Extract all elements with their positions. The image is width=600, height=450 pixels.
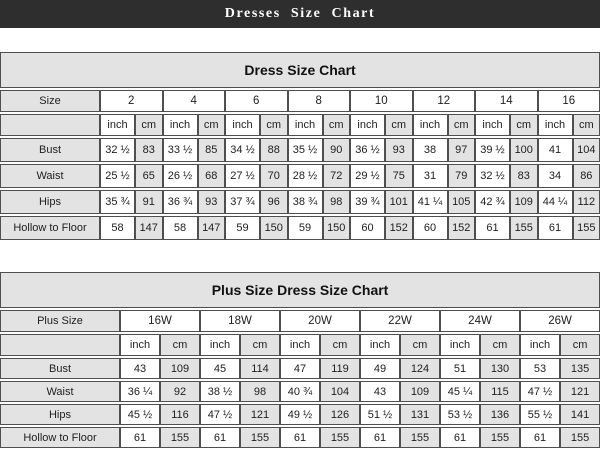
measurement-value-inch: 25 ½ bbox=[100, 164, 135, 188]
measurement-value-inch: 45 ¼ bbox=[440, 381, 480, 402]
unit-header-inch: inch bbox=[440, 334, 480, 356]
unit-header-inch: inch bbox=[120, 334, 160, 356]
measurement-value-inch: 45 bbox=[200, 358, 240, 379]
measurement-row bbox=[0, 190, 600, 214]
measurement-value-inch: 26 ½ bbox=[163, 164, 198, 188]
table-title: Plus Size Dress Size Chart bbox=[0, 272, 600, 308]
size-column-header: 2 bbox=[100, 90, 163, 112]
measurement-value-cm: 93 bbox=[198, 190, 226, 214]
measurement-value-cm: 152 bbox=[385, 216, 413, 240]
measurement-value-cm: 155 bbox=[573, 216, 600, 240]
measurement-value-cm: 116 bbox=[160, 404, 200, 425]
unit-header-cm: cm bbox=[260, 114, 288, 136]
measurement-row bbox=[0, 427, 600, 448]
unit-header-cm: cm bbox=[323, 114, 351, 136]
size-column-header: 12 bbox=[413, 90, 476, 112]
measurement-value-inch: 61 bbox=[280, 427, 320, 448]
measurement-value-inch: 49 bbox=[360, 358, 400, 379]
measurement-value-cm: 91 bbox=[135, 190, 163, 214]
unit-header-inch: inch bbox=[350, 114, 385, 136]
measurement-value-cm: 115 bbox=[480, 381, 520, 402]
measurement-row-label: Hollow to Floor bbox=[0, 216, 100, 240]
measurement-row bbox=[0, 138, 600, 162]
measurement-value-inch: 61 bbox=[538, 216, 573, 240]
unit-header-cm: cm bbox=[510, 114, 538, 136]
measurement-value-inch: 43 bbox=[360, 381, 400, 402]
measurement-row-label: Waist bbox=[0, 164, 100, 188]
measurement-value-inch: 39 ¾ bbox=[350, 190, 385, 214]
size-label-cell: Size bbox=[0, 90, 100, 112]
empty-corner-cell bbox=[0, 114, 100, 136]
measurement-value-cm: 93 bbox=[385, 138, 413, 162]
measurement-value-cm: 101 bbox=[385, 190, 413, 214]
unit-header-cm: cm bbox=[573, 114, 600, 136]
measurement-value-inch: 41 bbox=[538, 138, 573, 162]
measurement-value-inch: 47 ½ bbox=[520, 381, 560, 402]
unit-header-inch: inch bbox=[538, 114, 573, 136]
unit-header-inch: inch bbox=[163, 114, 198, 136]
measurement-value-inch: 45 ½ bbox=[120, 404, 160, 425]
measurement-value-cm: 100 bbox=[510, 138, 538, 162]
measurement-value-cm: 155 bbox=[320, 427, 360, 448]
measurement-value-inch: 29 ½ bbox=[350, 164, 385, 188]
unit-header-inch: inch bbox=[413, 114, 448, 136]
table-title: Dress Size Chart bbox=[0, 52, 600, 88]
measurement-value-inch: 34 ½ bbox=[225, 138, 260, 162]
unit-header-cm: cm bbox=[400, 334, 440, 356]
measurement-value-cm: 155 bbox=[160, 427, 200, 448]
measurement-value-cm: 150 bbox=[323, 216, 351, 240]
measurement-value-cm: 155 bbox=[480, 427, 520, 448]
unit-header-inch: inch bbox=[100, 114, 135, 136]
unit-header-cm: cm bbox=[385, 114, 413, 136]
unit-header-cm: cm bbox=[448, 114, 476, 136]
measurement-value-cm: 96 bbox=[260, 190, 288, 214]
measurement-value-inch: 60 bbox=[350, 216, 385, 240]
measurement-value-cm: 104 bbox=[320, 381, 360, 402]
measurement-value-inch: 47 bbox=[280, 358, 320, 379]
page-banner bbox=[0, 0, 600, 28]
measurement-value-inch: 55 ½ bbox=[520, 404, 560, 425]
size-column-header: 16W bbox=[120, 310, 200, 332]
measurement-value-cm: 147 bbox=[135, 216, 163, 240]
unit-header-inch: inch bbox=[520, 334, 560, 356]
unit-header-inch: inch bbox=[288, 114, 323, 136]
measurement-row bbox=[0, 404, 600, 425]
measurement-value-inch: 53 ½ bbox=[440, 404, 480, 425]
measurement-value-inch: 38 bbox=[413, 138, 448, 162]
measurement-value-cm: 83 bbox=[135, 138, 163, 162]
measurement-value-cm: 98 bbox=[323, 190, 351, 214]
measurement-value-inch: 47 ½ bbox=[200, 404, 240, 425]
measurement-value-inch: 60 bbox=[413, 216, 448, 240]
size-column-header: 8 bbox=[288, 90, 351, 112]
measurement-value-cm: 119 bbox=[320, 358, 360, 379]
measurement-value-cm: 79 bbox=[448, 164, 476, 188]
measurement-value-cm: 126 bbox=[320, 404, 360, 425]
measurement-value-cm: 141 bbox=[560, 404, 600, 425]
unit-header-cm: cm bbox=[160, 334, 200, 356]
unit-header-inch: inch bbox=[200, 334, 240, 356]
measurement-value-inch: 58 bbox=[100, 216, 135, 240]
measurement-value-inch: 32 ½ bbox=[100, 138, 135, 162]
measurement-value-inch: 61 bbox=[200, 427, 240, 448]
unit-header-cm: cm bbox=[480, 334, 520, 356]
measurement-value-cm: 98 bbox=[240, 381, 280, 402]
plus-size-dress-size-chart-table bbox=[0, 270, 600, 450]
measurement-value-inch: 51 bbox=[440, 358, 480, 379]
size-column-header: 20W bbox=[280, 310, 360, 332]
size-column-header: 4 bbox=[163, 90, 226, 112]
measurement-value-cm: 147 bbox=[198, 216, 226, 240]
empty-corner-cell bbox=[0, 334, 120, 356]
measurement-row-label: Hips bbox=[0, 190, 100, 214]
unit-header-cm: cm bbox=[135, 114, 163, 136]
unit-header-inch: inch bbox=[225, 114, 260, 136]
measurement-row-label: Hips bbox=[0, 404, 120, 425]
size-column-header: 24W bbox=[440, 310, 520, 332]
measurement-value-cm: 150 bbox=[260, 216, 288, 240]
measurement-value-inch: 32 ½ bbox=[475, 164, 510, 188]
measurement-value-cm: 72 bbox=[323, 164, 351, 188]
measurement-row-label: Bust bbox=[0, 358, 120, 379]
measurement-value-cm: 105 bbox=[448, 190, 476, 214]
measurement-value-cm: 121 bbox=[560, 381, 600, 402]
size-column-header: 22W bbox=[360, 310, 440, 332]
measurement-value-inch: 38 ¾ bbox=[288, 190, 323, 214]
measurement-value-inch: 40 ¾ bbox=[280, 381, 320, 402]
unit-header-cm: cm bbox=[240, 334, 280, 356]
measurement-value-cm: 83 bbox=[510, 164, 538, 188]
measurement-value-cm: 114 bbox=[240, 358, 280, 379]
measurement-value-inch: 27 ½ bbox=[225, 164, 260, 188]
measurement-value-inch: 43 bbox=[120, 358, 160, 379]
measurement-value-cm: 90 bbox=[323, 138, 351, 162]
measurement-value-cm: 135 bbox=[560, 358, 600, 379]
measurement-value-inch: 37 ¾ bbox=[225, 190, 260, 214]
measurement-value-inch: 53 bbox=[520, 358, 560, 379]
measurement-row-label: Hollow to Floor bbox=[0, 427, 120, 448]
measurement-value-inch: 36 ¼ bbox=[120, 381, 160, 402]
measurement-value-inch: 44 ¼ bbox=[538, 190, 573, 214]
size-column-header: 6 bbox=[225, 90, 288, 112]
measurement-value-inch: 36 ¾ bbox=[163, 190, 198, 214]
measurement-value-inch: 39 ½ bbox=[475, 138, 510, 162]
size-column-header: 26W bbox=[520, 310, 600, 332]
measurement-row bbox=[0, 358, 600, 379]
dress-size-chart-table bbox=[0, 50, 600, 242]
size-label-cell: Plus Size bbox=[0, 310, 120, 332]
measurement-value-cm: 70 bbox=[260, 164, 288, 188]
measurement-value-cm: 121 bbox=[240, 404, 280, 425]
measurement-value-inch: 59 bbox=[288, 216, 323, 240]
measurement-value-inch: 34 bbox=[538, 164, 573, 188]
measurement-value-inch: 59 bbox=[225, 216, 260, 240]
measurement-value-cm: 75 bbox=[385, 164, 413, 188]
measurement-value-cm: 86 bbox=[573, 164, 600, 188]
measurement-value-inch: 33 ½ bbox=[163, 138, 198, 162]
measurement-value-cm: 131 bbox=[400, 404, 440, 425]
measurement-value-cm: 152 bbox=[448, 216, 476, 240]
measurement-value-cm: 92 bbox=[160, 381, 200, 402]
unit-header-cm: cm bbox=[198, 114, 226, 136]
measurement-value-cm: 85 bbox=[198, 138, 226, 162]
measurement-value-cm: 88 bbox=[260, 138, 288, 162]
measurement-row bbox=[0, 381, 600, 402]
measurement-value-cm: 130 bbox=[480, 358, 520, 379]
size-column-header: 10 bbox=[350, 90, 413, 112]
measurement-row bbox=[0, 164, 600, 188]
measurement-value-inch: 49 ½ bbox=[280, 404, 320, 425]
unit-header-inch: inch bbox=[475, 114, 510, 136]
measurement-value-inch: 42 ¾ bbox=[475, 190, 510, 214]
page-banner-title: Dresses Size Chart bbox=[224, 6, 376, 21]
measurement-row bbox=[0, 216, 600, 240]
measurement-value-cm: 97 bbox=[448, 138, 476, 162]
size-column-header: 14 bbox=[475, 90, 538, 112]
measurement-row-label: Bust bbox=[0, 138, 100, 162]
measurement-value-cm: 112 bbox=[573, 190, 600, 214]
measurement-value-inch: 35 ¾ bbox=[100, 190, 135, 214]
unit-header-inch: inch bbox=[360, 334, 400, 356]
measurement-row-label: Waist bbox=[0, 381, 120, 402]
size-column-header: 18W bbox=[200, 310, 280, 332]
measurement-value-cm: 104 bbox=[573, 138, 600, 162]
measurement-value-inch: 58 bbox=[163, 216, 198, 240]
unit-header-cm: cm bbox=[320, 334, 360, 356]
measurement-value-cm: 136 bbox=[480, 404, 520, 425]
unit-header-inch: inch bbox=[280, 334, 320, 356]
measurement-value-inch: 61 bbox=[360, 427, 400, 448]
size-column-header: 16 bbox=[538, 90, 600, 112]
measurement-value-cm: 109 bbox=[510, 190, 538, 214]
measurement-value-cm: 155 bbox=[240, 427, 280, 448]
measurement-value-cm: 109 bbox=[400, 381, 440, 402]
measurement-value-inch: 35 ½ bbox=[288, 138, 323, 162]
measurement-value-cm: 155 bbox=[400, 427, 440, 448]
measurement-value-cm: 65 bbox=[135, 164, 163, 188]
measurement-value-inch: 28 ½ bbox=[288, 164, 323, 188]
measurement-value-cm: 124 bbox=[400, 358, 440, 379]
measurement-value-inch: 51 ½ bbox=[360, 404, 400, 425]
measurement-value-inch: 36 ½ bbox=[350, 138, 385, 162]
measurement-value-cm: 155 bbox=[560, 427, 600, 448]
measurement-value-inch: 41 ¼ bbox=[413, 190, 448, 214]
measurement-value-inch: 61 bbox=[440, 427, 480, 448]
measurement-value-inch: 38 ½ bbox=[200, 381, 240, 402]
measurement-value-cm: 155 bbox=[510, 216, 538, 240]
measurement-value-inch: 31 bbox=[413, 164, 448, 188]
measurement-value-cm: 109 bbox=[160, 358, 200, 379]
measurement-value-inch: 61 bbox=[520, 427, 560, 448]
measurement-value-cm: 68 bbox=[198, 164, 226, 188]
unit-header-cm: cm bbox=[560, 334, 600, 356]
measurement-value-inch: 61 bbox=[475, 216, 510, 240]
measurement-value-inch: 61 bbox=[120, 427, 160, 448]
